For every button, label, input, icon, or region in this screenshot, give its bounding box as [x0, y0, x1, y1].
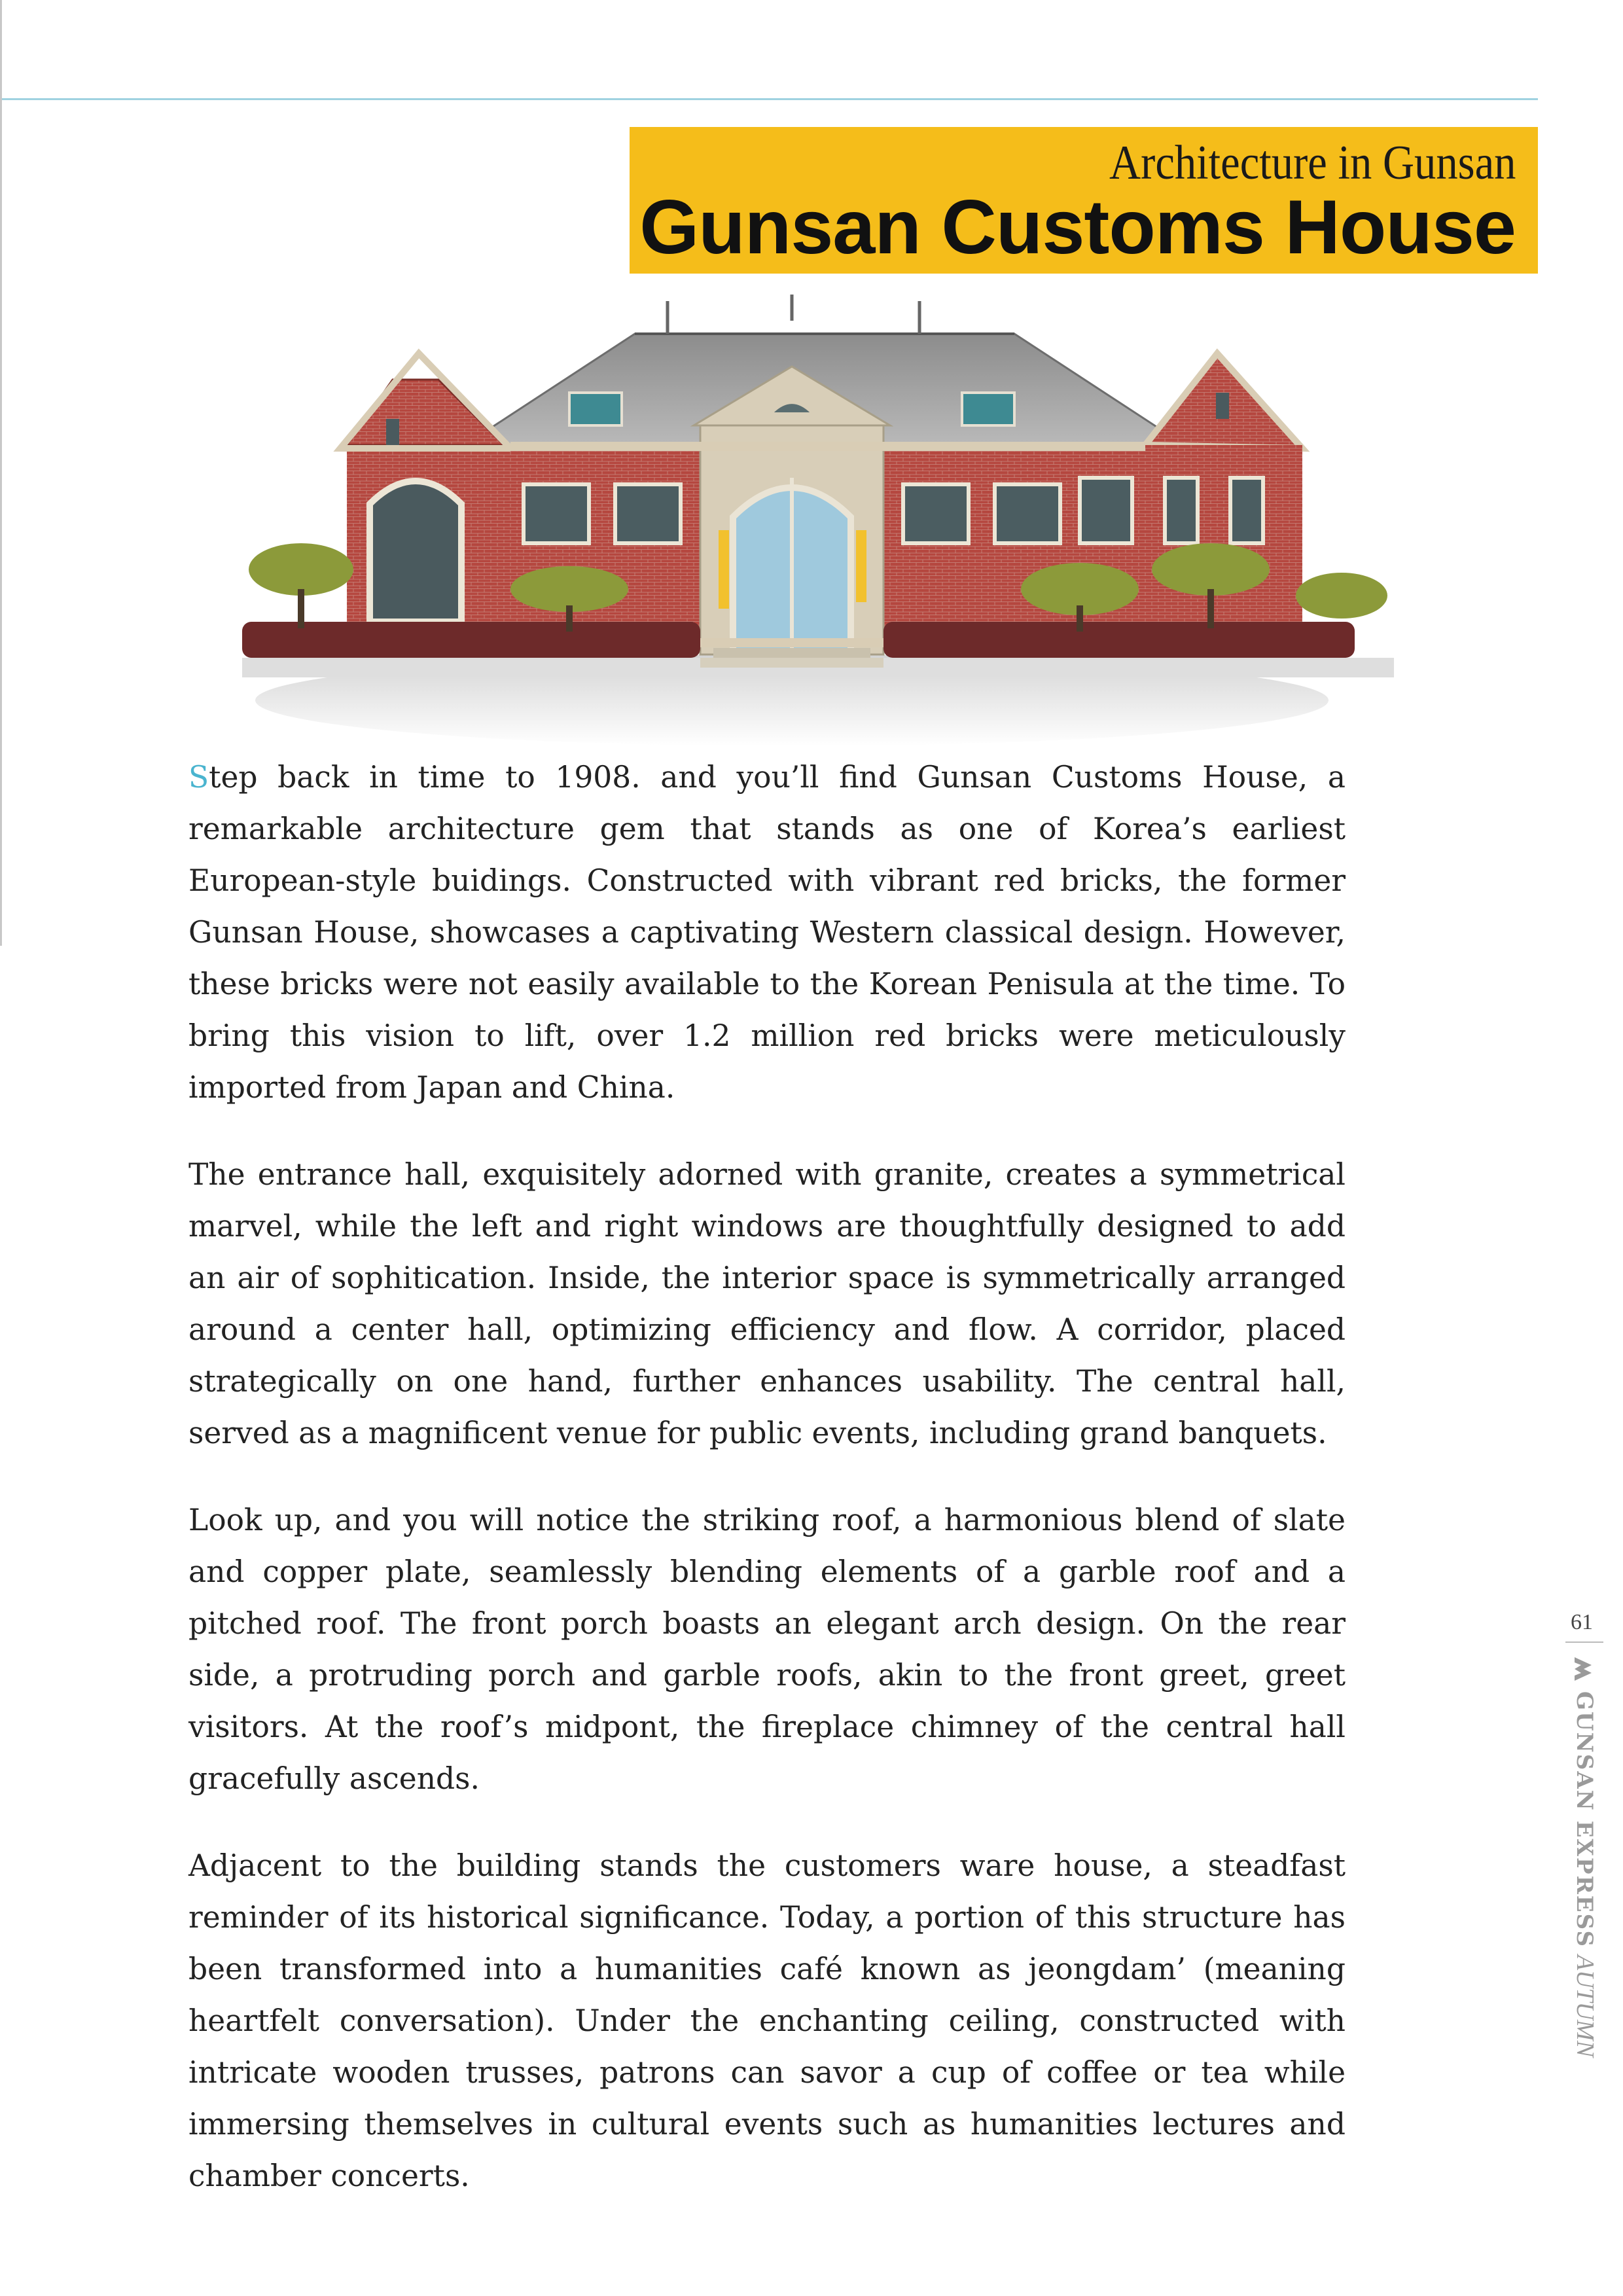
title-banner	[630, 127, 1538, 274]
drop-cap: S	[188, 760, 209, 795]
magazine-brand: GUNSAN EXPRESS	[1571, 1691, 1597, 1948]
paragraph-1-text: tep back in time to 1908. and you’ll find Gunsan Customs House, a remarkable architecture gem that stands as one of Korea’s earliest European-style buidings. Constructed with vibrant red bricks, the former Gunsan House, showcases a captivating Western classical design. However, these bricks were not easily available to the Korean Penisula at the time. To bring this vision to lift, over 1.2 million red bricks were meticulously imported from Japan and China.	[188, 760, 1346, 1105]
page-number-rule	[1565, 1641, 1603, 1643]
paragraph-2: The entrance hall, exquisitely adorned with granite, creates a symmetrical marvel, while the left and right windows are thoughtfully designed to add an air of sophitication. Inside, the interior space is symmetrically arranged around a center hall, optimizing efficiency and flow. A corridor, placed strategically on one hand, further enhances usability. The central hall, served as a magnificent venue for public events, including grand banquets.	[188, 1157, 1346, 1450]
top-divider	[0, 98, 1538, 100]
magazine-side-label	[1569, 1656, 1609, 2058]
left-divider	[0, 0, 2, 946]
paragraph-1	[188, 751, 1346, 1113]
paragraph-4: Adjacent to the building stands the customers ware house, a steadfast reminder of its historical significance. Today, a portion of this structure has been transformed into a humanities café known as jeongdam’ (meaning heartfelt conversation). Under the enchanting ceiling, constructed with intricate wooden trusses, patrons can savor a cup of coffee or tea while immersing themselves in cultural events such as humanities lectures and chamber concerts.	[188, 1848, 1346, 2193]
building-photo	[229, 281, 1394, 753]
article-body	[188, 751, 1346, 2237]
magazine-season: AUTUMN	[1571, 1954, 1599, 2058]
page-number: 61	[1571, 1610, 1593, 1634]
paragraph-3: Look up, and you will notice the striking roof, a harmonious blend of slate and copper plate, seamlessly blending elements of a garble roof and a pitched roof. The front porch boasts an elegant arch design. On the rear side, a protruding porch and garble roofs, akin to the front greet, greet visitors. At the roof’s midpont, the fireplace chimney of the central hall gracefully ascends.	[188, 1503, 1346, 1796]
gunsan-logo-icon	[1572, 1656, 1594, 1682]
section-kicker: Architecture in Gunsan	[1109, 136, 1516, 190]
page-title: Gunsan Customs House	[639, 184, 1516, 270]
